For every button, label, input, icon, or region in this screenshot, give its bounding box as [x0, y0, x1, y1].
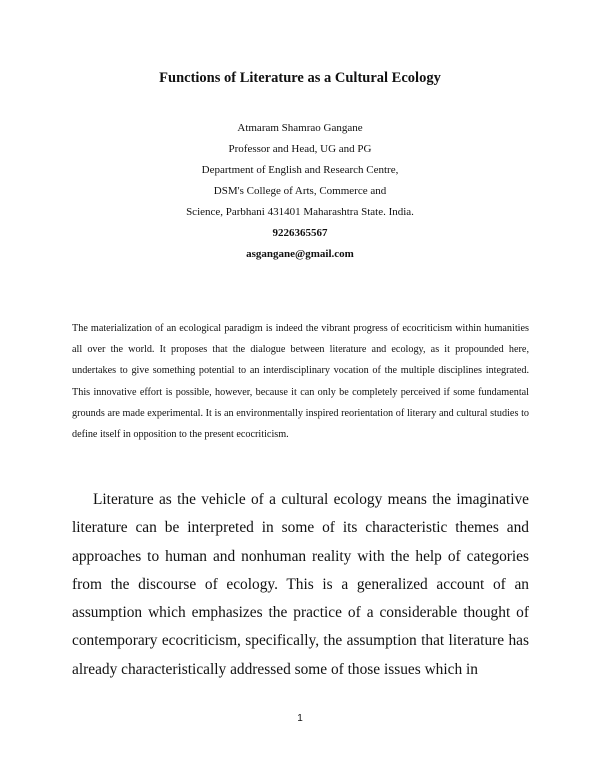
author-phone: 9226365567 [272, 227, 328, 239]
author-position: Professor and Head, UG and PG [228, 143, 372, 155]
author-college: DSM's College of Arts, Commerce and [213, 185, 387, 197]
abstract-paragraph: The materialization of an ecological paradigm is indeed the vibrant progress of ecocriticism within humanities all over the world. It proposes that the dialogue between literature and ecology, as it propounded here, undertakes to give something potential to an interdisciplinary vocation of the multiple disciplines integrated. This innovative effort is possible, however, because it can only be completely perceived if some fundamental grounds are made experimental. It is an environmentally inspired reorientation of literary and cultural studies to define itself in opposition to the present ecocriticism. [72, 323, 529, 441]
author-email: asgangane@gmail.com [246, 248, 354, 260]
body-paragraph: Literature as the vehicle of a cultural ecology means the imaginative literature can be interpreted in some of its characteristic themes and approaches to human and nonhuman reality with the help of categories from the discourse of ecology. This is a generalized account of an assumption which emphasizes the practice of a considerable thought of contemporary ecocriticism, specifically, the assumption that literature has already characteristically addressed some of those issues which in [72, 491, 529, 678]
author-location: Science, Parbhani 431401 Maharashtra State. India. [186, 206, 414, 218]
page-number: 1 [297, 713, 303, 724]
author-name: Atmaram Shamrao Gangane [237, 122, 363, 134]
author-department: Department of English and Research Centre, [201, 164, 399, 176]
paper-title: Functions of Literature as a Cultural Ecology [159, 70, 441, 86]
author-block [0, 118, 600, 265]
